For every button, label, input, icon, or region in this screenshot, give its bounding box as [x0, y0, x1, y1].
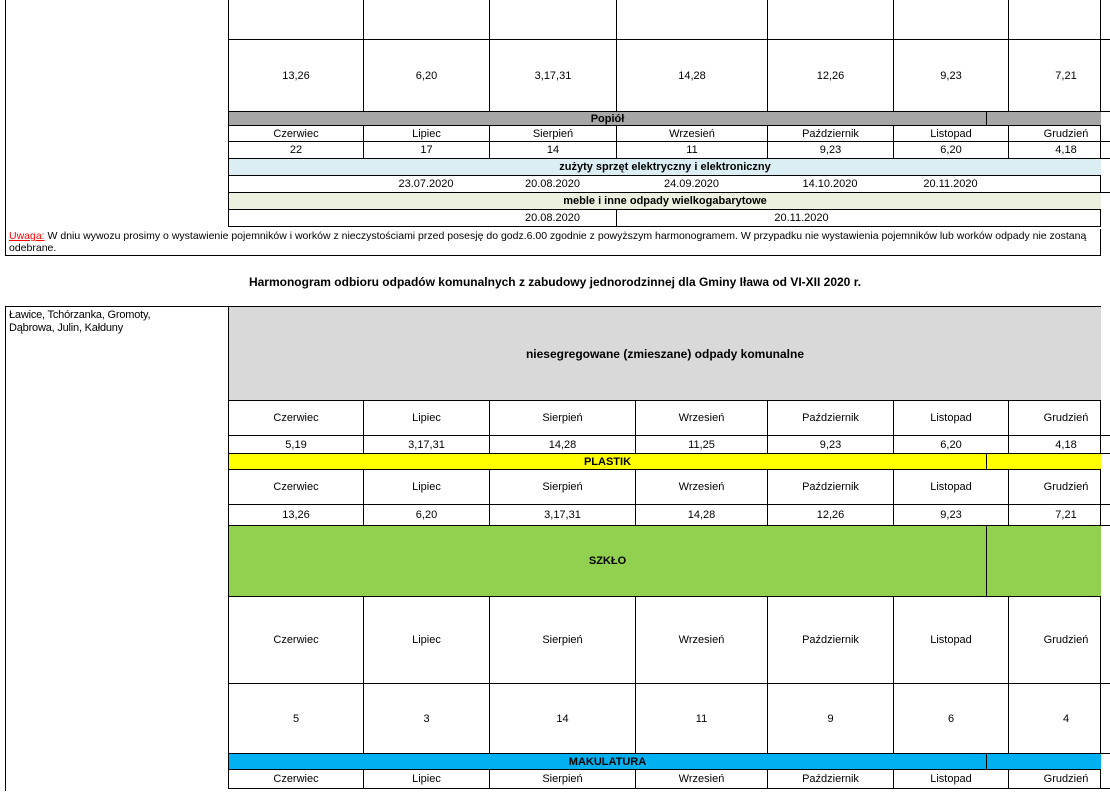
date-cell: 9,23: [893, 40, 1008, 112]
month-cell: Czerwiec: [228, 126, 363, 142]
date-cell: 7,21: [1008, 505, 1110, 526]
date-cell: 5: [228, 684, 363, 754]
month-cell: Grudzień: [1008, 126, 1110, 142]
plastik-dates-row: [228, 505, 1101, 526]
mixed-dates-row: [228, 436, 1101, 454]
date-cell: [228, 176, 363, 193]
date-cell: 6,20: [893, 142, 1008, 159]
date-cell: 9,23: [767, 142, 893, 159]
month-cell: Październik: [767, 597, 893, 684]
month-cell: Sierpień: [489, 126, 616, 142]
month-cell: Grudzień: [1008, 401, 1110, 436]
date-cell: 6: [893, 684, 1008, 754]
date-cell: 13,26: [228, 40, 363, 112]
szklo-header-row: [228, 526, 1101, 597]
makulatura-title-extra: [986, 754, 1101, 770]
top-empty-cell: [363, 0, 489, 40]
month-cell: Czerwiec: [228, 770, 363, 789]
month-cell: Sierpień: [489, 597, 635, 684]
month-cell: Wrzesień: [635, 770, 767, 789]
date-cell: [986, 210, 1101, 227]
month-cell: Październik: [767, 470, 893, 505]
note-text: W dniu wywozu prosimy o wystawienie pojemników i worków z nieczystościami przed posesję do godz.6.00 zgodnie z powyższym harmonogramem. W przypadku nie wystawienia pojemników lub worków odpady nie zostaną odebrane.: [9, 230, 1087, 254]
popiol-header-row: [228, 112, 1101, 126]
month-cell: Wrzesień: [616, 126, 767, 142]
electro-dates-row: [228, 176, 1101, 193]
date-cell: [228, 210, 489, 227]
meble-header-row: [228, 193, 1101, 210]
date-cell: 11: [635, 684, 767, 754]
month-cell: Czerwiec: [228, 470, 363, 505]
electro-title: zużyty sprzęt elektryczny i elektroniczny: [228, 159, 1101, 176]
month-cell: Październik: [767, 126, 893, 142]
date-cell: 3: [363, 684, 489, 754]
month-cell: Wrzesień: [635, 470, 767, 505]
month-cell: Grudzień: [1008, 597, 1110, 684]
date-cell: 9,23: [893, 505, 1008, 526]
plastik-months-row: [228, 470, 1101, 505]
month-cell: Grudzień: [1008, 470, 1110, 505]
top-empty-cell: [616, 0, 767, 40]
date-cell: 23.07.2020: [363, 176, 489, 193]
date-cell: 7,21: [1008, 40, 1110, 112]
month-cell: Lipiec: [363, 401, 489, 436]
date-cell: 12,26: [767, 40, 893, 112]
date-cell: [1008, 176, 1110, 193]
date-cell: 24.09.2020: [616, 176, 767, 193]
date-cell: 6,20: [893, 436, 1008, 454]
date-cell: 11,25: [635, 436, 767, 454]
top-empty-cell: [767, 0, 893, 40]
date-cell: 17: [363, 142, 489, 159]
date-cell: 3,17,31: [489, 505, 635, 526]
month-cell: Listopad: [893, 470, 1008, 505]
date-cell: 3,17,31: [489, 40, 616, 112]
makulatura-header-row: [228, 754, 1101, 770]
meble-title: meble i inne odpady wielkogabarytowe: [228, 193, 1101, 210]
date-cell: 4,18: [1008, 436, 1110, 454]
date-cell: 14: [489, 684, 635, 754]
month-cell: Lipiec: [363, 597, 489, 684]
month-cell: Sierpień: [489, 470, 635, 505]
month-cell: Listopad: [893, 597, 1008, 684]
month-cell: Sierpień: [489, 770, 635, 789]
date-cell: 20.08.2020: [489, 210, 616, 227]
date-cell: 20.08.2020: [489, 176, 616, 193]
makulatura-months-row: [228, 770, 1101, 789]
date-cell: 4,18: [1008, 142, 1110, 159]
month-cell: Czerwiec: [228, 401, 363, 436]
date-cell: 9,23: [767, 436, 893, 454]
date-cell: 6,20: [363, 40, 489, 112]
date-cell: 12,26: [767, 505, 893, 526]
locations-text: Ławice, Tchórzanka, Gromoty, Dąbrowa, Julin, Kałduny: [9, 309, 151, 334]
month-cell: Czerwiec: [228, 597, 363, 684]
locations-cell: [5, 306, 228, 791]
month-cell: Listopad: [893, 126, 1008, 142]
month-cell: Listopad: [893, 401, 1008, 436]
szklo-title: SZKŁO: [228, 526, 986, 597]
plastik-title: PLASTIK: [228, 454, 986, 470]
mixed-header-row: [228, 306, 1101, 401]
month-cell: Sierpień: [489, 401, 635, 436]
top-plastik-dates-row: [228, 40, 1101, 112]
note-label: Uwaga:: [9, 230, 45, 242]
month-cell: Wrzesień: [635, 597, 767, 684]
popiol-dates-row: [228, 142, 1101, 159]
month-cell: Październik: [767, 401, 893, 436]
top-empty-cell: [228, 0, 363, 40]
date-cell: 22: [228, 142, 363, 159]
month-cell: Lipiec: [363, 126, 489, 142]
plastik-title-extra: [986, 454, 1101, 470]
electro-header-row: [228, 159, 1101, 176]
page-title: Harmonogram odbioru odpadów komunalnych z zabudowy jednorodzinnej dla Gminy Iława od VI-XII 2020 r.: [248, 275, 862, 289]
mixed-months-row: [228, 401, 1101, 436]
makulatura-title: MAKULATURA: [228, 754, 986, 770]
top-empty-cell: [893, 0, 1008, 40]
date-cell: 14: [489, 142, 616, 159]
top-empty-cell: [489, 0, 616, 40]
month-cell: Listopad: [893, 770, 1008, 789]
popiol-title-extra: [986, 112, 1101, 126]
month-cell: Lipiec: [363, 470, 489, 505]
date-cell: 14.10.2020: [767, 176, 893, 193]
top-left-column: [5, 0, 228, 229]
szklo-months-row: [228, 597, 1101, 684]
month-cell: Grudzień: [1008, 770, 1110, 789]
szklo-dates-row: [228, 684, 1101, 754]
popiol-months-row: [228, 126, 1101, 142]
meble-dates-row: [228, 210, 1101, 227]
date-cell: 5,19: [228, 436, 363, 454]
date-cell: 20.11.2020: [893, 176, 1008, 193]
date-cell: 14,28: [616, 40, 767, 112]
date-cell: 14,28: [489, 436, 635, 454]
month-cell: Październik: [767, 770, 893, 789]
note: [5, 229, 1101, 256]
date-cell: 11: [616, 142, 767, 159]
date-cell: 3,17,31: [363, 436, 489, 454]
month-cell: Wrzesień: [635, 401, 767, 436]
plastik-header-row: [228, 454, 1101, 470]
top-empty-row: [228, 0, 1101, 40]
szklo-title-extra: [986, 526, 1101, 597]
date-cell: 4: [1008, 684, 1110, 754]
mixed-title: niesegregowane (zmieszane) odpady komunalne: [228, 307, 1101, 401]
date-cell: 13,26: [228, 505, 363, 526]
date-cell: 6,20: [363, 505, 489, 526]
top-empty-cell: [1008, 0, 1110, 40]
date-cell: 20.11.2020: [616, 210, 986, 227]
date-cell: 14,28: [635, 505, 767, 526]
date-cell: 9: [767, 684, 893, 754]
month-cell: Lipiec: [363, 770, 489, 789]
popiol-title: Popiół: [228, 112, 986, 126]
